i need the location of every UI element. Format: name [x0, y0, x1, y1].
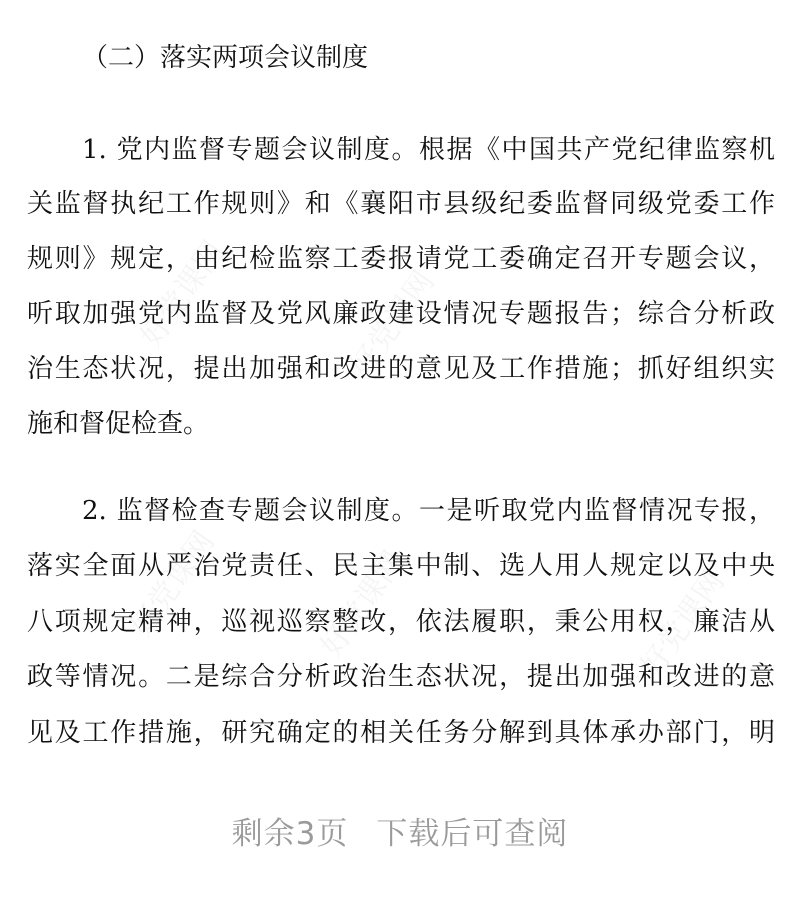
text-line: 2. 监督检查专题会议制度。一是听取党内监督情况专报， — [82, 496, 775, 526]
text-line: 听取加强党内监督及党风廉政建设情况专题报告；综合分析政 — [27, 299, 775, 329]
text-line: 关监督执纪工作规则》和《襄阳市县级纪委监督同级党委工作 — [27, 189, 775, 219]
text-line: 规则》规定，由纪检监察工委报请党工委确定召开专题会议， — [27, 244, 775, 274]
download-prompt[interactable] — [0, 808, 800, 853]
text-line: 政等情况。二是综合分析政治生态状况，提出加强和改进的意 — [27, 662, 775, 692]
text-line: 八项规定精神，巡视巡察整改，依法履职，秉公用权，廉洁从 — [27, 607, 775, 637]
download-hint-label: 下载后可查阅 — [376, 816, 569, 852]
text-line: 治生态状况，提出加强和改进的意见及工作措施；抓好组织实 — [27, 354, 775, 384]
text-line: 落实全面从严治党责任、民主集中制、选人用人规定以及中央 — [27, 551, 775, 581]
text-line: 1. 党内监督专题会议制度。根据《中国共产党纪律监察机 — [82, 135, 775, 165]
text-line: 施和督促检查。 — [27, 409, 210, 439]
text-line: 见及工作措施，研究确定的相关任务分解到具体承办部门，明 — [27, 718, 775, 748]
section-heading: （二）落实两项会议制度 — [82, 43, 369, 73]
remaining-pages-label: 剩余3页 — [231, 816, 349, 852]
